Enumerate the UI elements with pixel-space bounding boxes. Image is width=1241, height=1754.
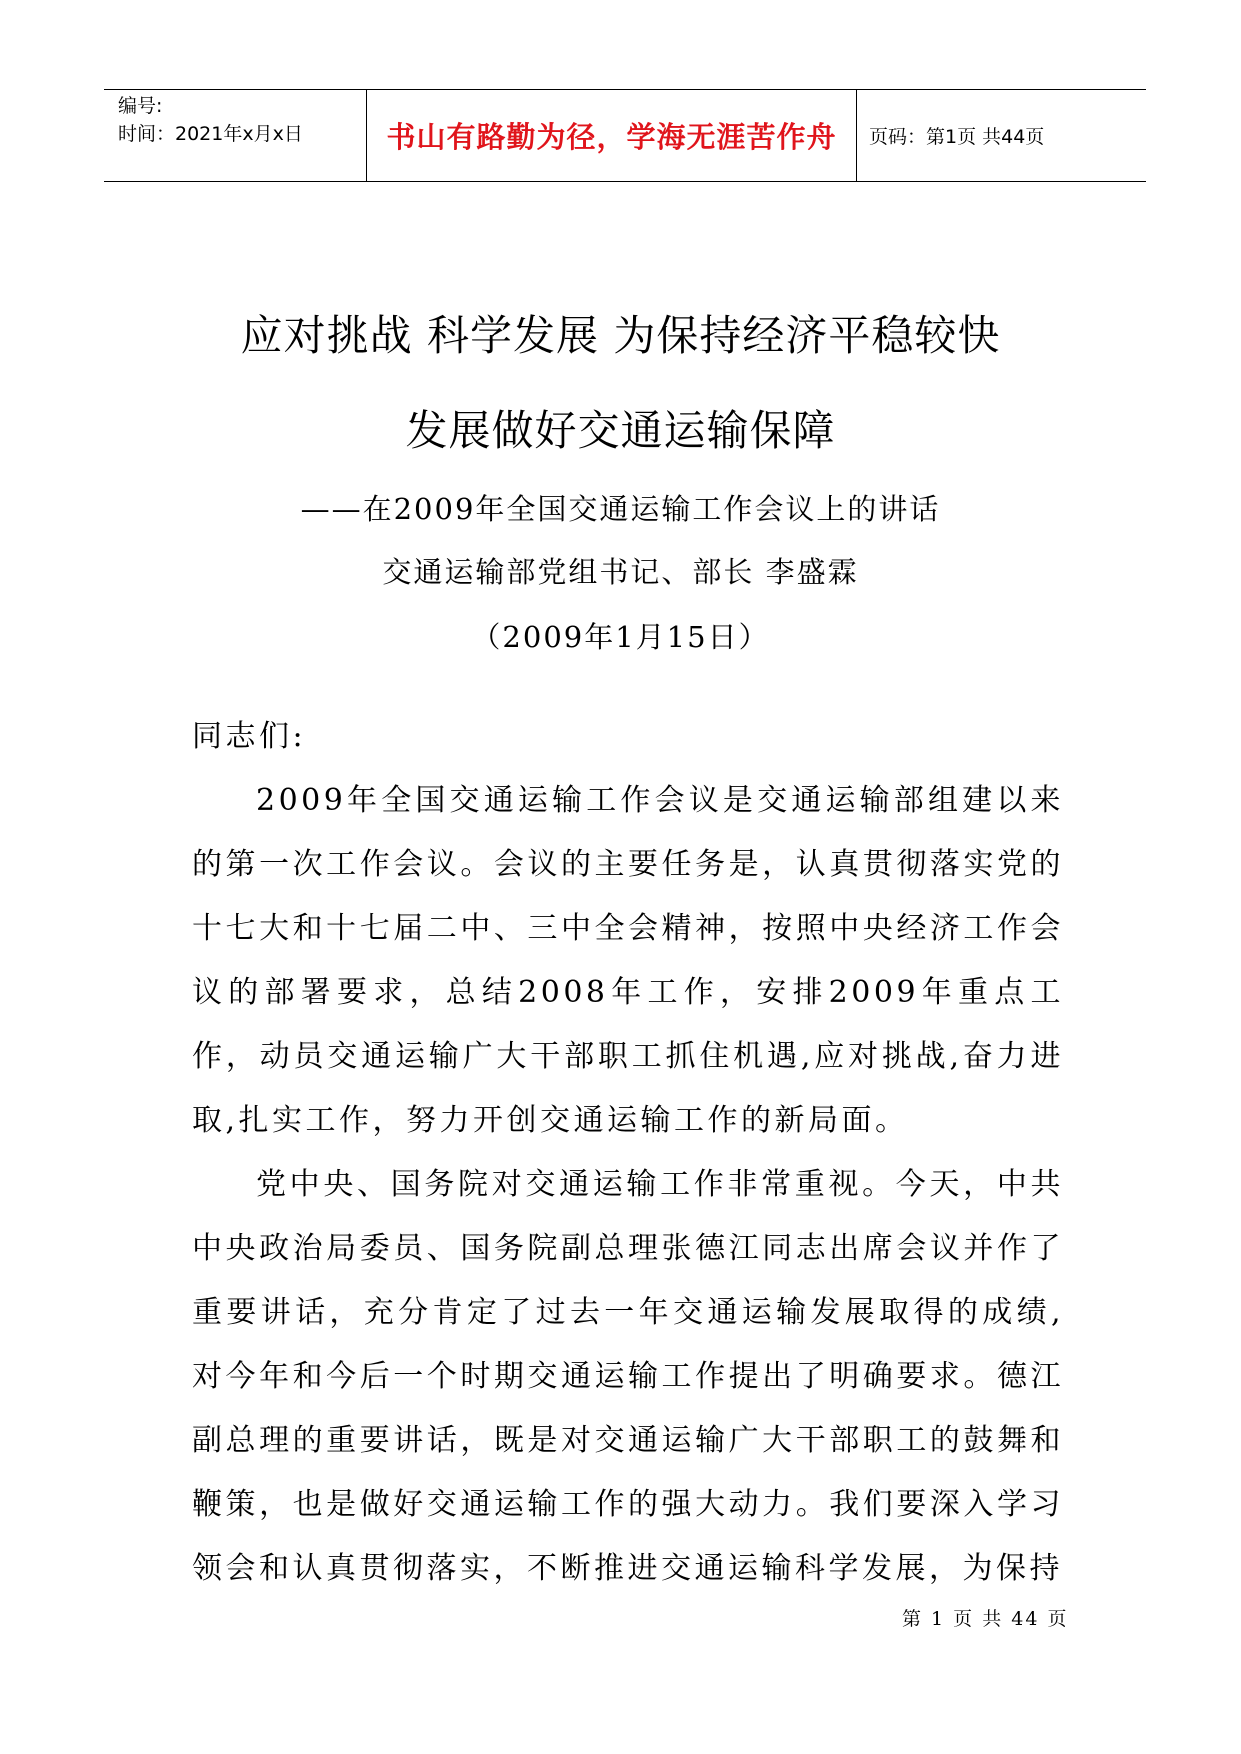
header-motto-cell — [367, 90, 857, 181]
header-meta-cell — [104, 90, 367, 181]
subtitle-occasion: ——在2009年全国交通运输工作会议上的讲话 — [300, 492, 941, 526]
header-page-cell — [857, 90, 1146, 181]
footer-page-number: 第 1 页 共 44 页 — [902, 1608, 1069, 1630]
subtitle-date: （2009年1月15日） — [471, 620, 770, 654]
title-line-1: 应对挑战 科学发展 为保持经济平稳较快 — [240, 311, 1001, 360]
header-table — [104, 89, 1146, 182]
header-motto: 书山有路勤为径，学海无涯苦作舟 — [386, 120, 837, 154]
paragraph-2: 党中央、国务院对交通运输工作非常重视。今天，中共中央政治局委员、国务院副总理张德江同志出席会议并作了重要讲话，充分肯定了过去一年交通运输发展取得的成绩,对今年和今后一个时期交通运输工作提出了明确要求。德江副总理的重要讲话，既是对交通运输广大干部职工的鼓舞和鞭策，也是做好交通运输工作的强大动力。我们要深入学习领会和认真贯彻落实，不断推进交通运输科学发展，为保持 — [192, 1167, 1064, 1586]
title-line-2: 发展做好交通运输保障 — [405, 406, 836, 455]
document-time-label: 时间：2021年x月x日 — [118, 123, 303, 145]
document-number-label: 编号: — [118, 95, 163, 117]
paragraph-1: 2009年全国交通运输工作会议是交通运输部组建以来的第一次工作会议。会议的主要任务是，认真贯彻落实党的十七大和十七届二中、三中全会精神，按照中央经济工作会议的部署要求，总结2008年工作，安排2009年重点工作，动员交通运输广大干部职工抓住机遇,应对挑战,奋力进取,扎实工作，努力开创交通运输工作的新局面。 — [192, 783, 1064, 1138]
subtitle-speaker: 交通运输部党组书记、部长 李盛霖 — [382, 555, 859, 589]
salutation: 同志们: — [192, 719, 307, 754]
header-page-info: 页码：第1页 共44页 — [869, 126, 1045, 148]
